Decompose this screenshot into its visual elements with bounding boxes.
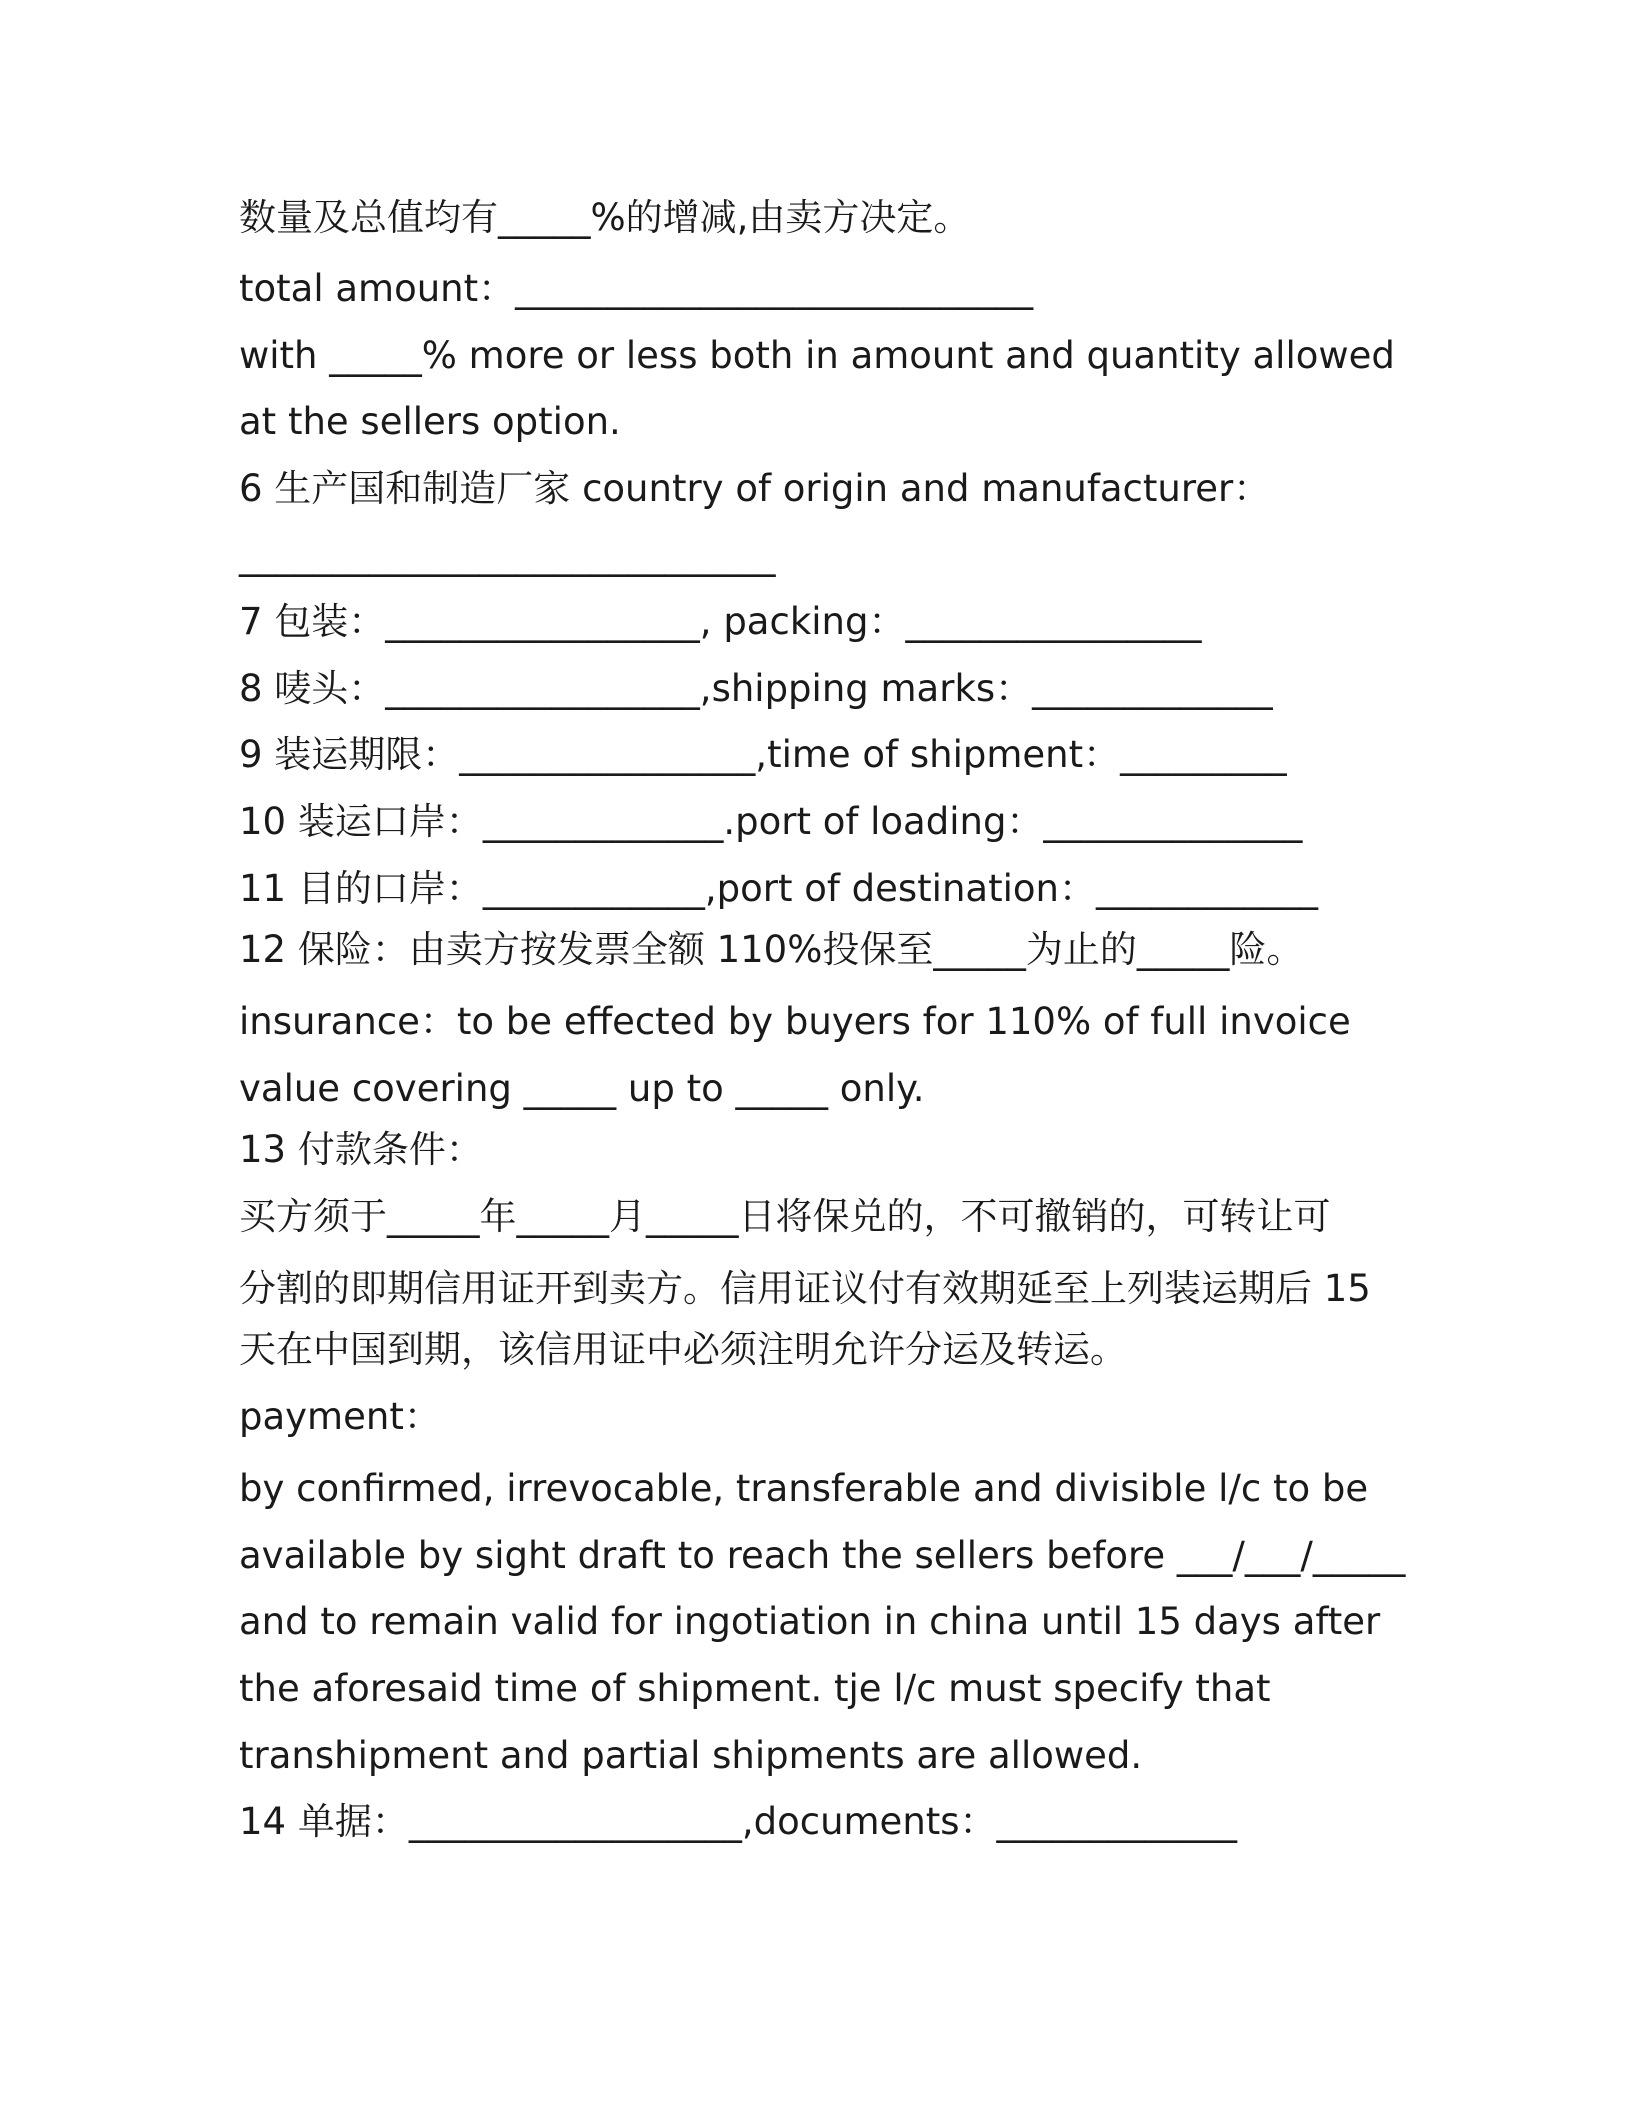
text-line-packing: 7 包装：_________________, packing：________________ xyxy=(239,600,1202,643)
text-line-payment-cn-1: 买方须于_____年_____月_____日将保兑的，不可撤销的，可转让可 xyxy=(239,1195,1331,1238)
text-line-payment-terms-heading: 13 付款条件： xyxy=(239,1128,483,1171)
text-line-quantity-tolerance-cn: 数量及总值均有_____%的增减,由卖方决定。 xyxy=(239,196,971,239)
text-line-payment-cn-3: 天在中国到期，该信用证中必须注明允许分运及转运。 xyxy=(239,1328,1127,1371)
text-line-payment-en-5: transhipment and partial shipments are allowed. xyxy=(239,1734,1143,1777)
text-line-payment-en-1: by confirmed, irrevocable, transferable and divisible l/c to be xyxy=(239,1467,1369,1510)
text-line-total-amount: total amount：____________________________ xyxy=(239,267,1034,310)
text-line-payment-en-4: the aforesaid time of shipment. tje l/c must specify that xyxy=(239,1667,1271,1710)
text-line-shipping-marks: 8 唛头：_________________,shipping marks：_____________ xyxy=(239,667,1273,710)
text-line-sellers-option: at the sellers option. xyxy=(239,400,621,443)
text-line-tolerance-en: with _____% more or less both in amount and quantity allowed xyxy=(239,334,1395,377)
text-line-payment-en-2: available by sight draft to reach the sellers before ___/___/_____ xyxy=(239,1534,1406,1577)
text-line-time-of-shipment: 9 装运期限：________________,time of shipment：_________ xyxy=(239,733,1287,776)
text-line-port-of-loading: 10 装运口岸：_____________.port of loading：______________ xyxy=(239,800,1303,843)
text-line-port-of-destination: 11 目的口岸：____________,port of destination：____________ xyxy=(239,867,1318,910)
text-line-insurance-cn: 12 保险：由卖方按发票全额 110%投保至_____为止的_____险。 xyxy=(239,928,1304,971)
text-line-origin-blank: _____________________________ xyxy=(239,534,776,577)
text-line-country-of-origin: 6 生产国和制造厂家 country of origin and manufacturer： xyxy=(239,467,1271,510)
text-line-documents: 14 单据：__________________,documents：_____________ xyxy=(239,1800,1238,1843)
text-line-payment-en-3: and to remain valid for ingotiation in china until 15 days after xyxy=(239,1600,1381,1643)
text-line-payment-cn-2: 分割的即期信用证开到卖方。信用证议付有效期延至上列装运期后 15 xyxy=(239,1267,1371,1310)
text-line-insurance-value: value covering _____ up to _____ only. xyxy=(239,1067,925,1110)
text-line-payment-heading-en: payment： xyxy=(239,1395,441,1438)
text-line-insurance-en: insurance：to be effected by buyers for 110% of full invoice xyxy=(239,1000,1351,1043)
